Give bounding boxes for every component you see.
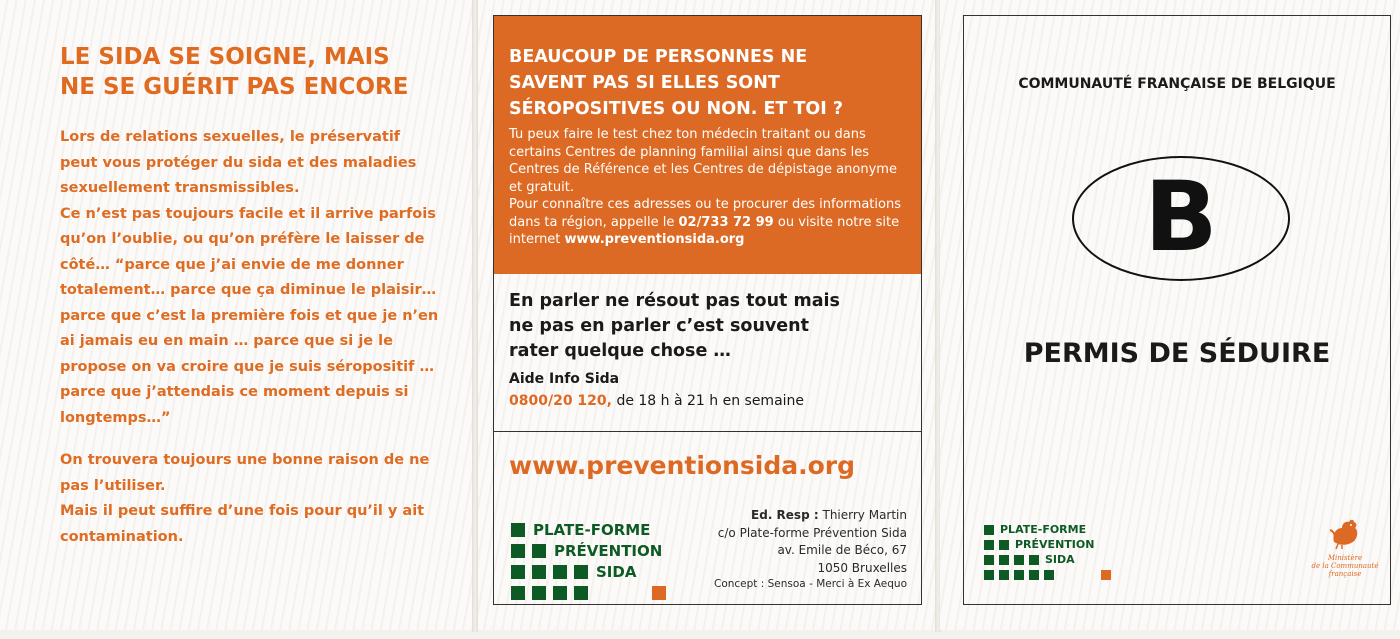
- rooster-icon: [1328, 516, 1362, 550]
- plateforme-logo-small: [984, 525, 1124, 585]
- permis-title: PERMIS DE SÉDUIRE: [1023, 338, 1331, 369]
- website-url: www.preventionsida.org: [509, 451, 856, 480]
- talk-line2: ne pas en parler c’est souvent: [509, 316, 810, 336]
- left-title: [60, 42, 460, 102]
- ministry-line3: française: [1328, 570, 1362, 578]
- orange-phone: 02/733 72 99: [678, 214, 774, 230]
- left-para4: Mais il peut suffire d’une fois pour qu’il y ait contamination.: [60, 503, 425, 545]
- logo-line1: PLATE-FORME: [533, 521, 651, 539]
- ministry-logo: [1309, 516, 1381, 578]
- aide-title: Aide Info Sida: [509, 371, 620, 387]
- left-para2: Ce n’est pas toujours facile et il arrive parfois qu’on l’oublie, ou qu’on préfère le laisser de côté… “parce que j’ai envie de me donner totalement… parce que ça diminue le plaisir… parce que c’est la première fois et que je n’en ai jamais eu en main … parce que si je le propose on va croire que je suis séropositif … parce que j’attendais ce moment depuis si longtemps…”: [60, 205, 439, 426]
- country-oval-sticker: [1072, 156, 1290, 281]
- logo-small-line2: PRÉVENTION: [1015, 538, 1095, 551]
- orange-title-line3: SÉROPOSITIVES OU NON. ET TOI ?: [509, 99, 844, 119]
- orange-body-text1: Tu peux faire le test chez ton médecin traitant ou dans certains Centres de planning familial ainsi que dans les Centres de Référence et les Centres de dépistage anonyme et gratuit.: [509, 127, 897, 195]
- ed-resp-line4: 1050 Bruxelles: [817, 560, 907, 575]
- ministry-line2: de la Communauté: [1311, 562, 1379, 570]
- left-title-line2: NE SE GUÉRIT PAS ENCORE: [60, 74, 409, 100]
- orange-body-text3: ou visite notre site internet: [509, 214, 900, 247]
- orange-site: www.preventionsida.org: [564, 232, 745, 247]
- talk-section: [494, 274, 921, 432]
- aide-hours: de 18 h à 21 h en semaine: [616, 393, 805, 409]
- community-title: COMMUNAUTÉ FRANÇAISE DE BELGIQUE: [1018, 76, 1336, 92]
- plateforme-logo: [511, 523, 691, 603]
- orange-body: [509, 126, 914, 249]
- concept-credit: Concept : Sensoa - Merci à Ex Aequo: [713, 578, 907, 590]
- left-panel: [0, 0, 472, 630]
- logo-line3: SIDA: [596, 563, 637, 581]
- left-para3: On trouvera toujours une bonne raison de ne pas l’utiliser.: [60, 452, 430, 494]
- ed-resp-line3: av. Emile de Béco, 67: [777, 543, 907, 557]
- right-frame: [963, 15, 1391, 605]
- aide-phone: 0800/20 120,: [509, 393, 612, 409]
- talk-line3: rater quelque chose …: [509, 341, 731, 361]
- orange-box: [494, 16, 921, 274]
- orange-title-line2: SAVENT PAS SI ELLES SONT: [509, 73, 780, 93]
- talk-text: [509, 289, 909, 364]
- footer-section: [494, 433, 921, 604]
- logo-small-line1: PLATE-FORME: [1000, 523, 1087, 536]
- logo-line2: PRÉVENTION: [554, 542, 663, 560]
- ministry-text: [1309, 554, 1381, 578]
- ed-resp-name: Thierry Martin: [822, 508, 907, 522]
- middle-frame: [493, 15, 922, 605]
- orange-title: [509, 44, 909, 122]
- orange-body-text2: Pour connaître ces adresses ou te procurer des informations dans ta région, appelle le: [509, 197, 901, 230]
- credits: [707, 507, 907, 577]
- ed-resp-label: Ed. Resp :: [751, 508, 819, 522]
- ed-resp-line2: c/o Plate-forme Prévention Sida: [717, 525, 907, 540]
- logo-small-line3: SIDA: [1045, 553, 1075, 566]
- oval-letter: B: [1144, 161, 1218, 273]
- left-body: [60, 125, 440, 550]
- aide-line: [509, 393, 804, 409]
- left-para1: Lors de relations sexuelles, le préservatif peut vous protéger du sida et des maladies sexuellement transmissibles.: [60, 129, 417, 196]
- orange-title-line1: BEAUCOUP DE PERSONNES NE: [509, 47, 808, 67]
- left-title-line1: LE SIDA SE SOIGNE, MAIS: [60, 44, 390, 70]
- talk-line1: En parler ne résout pas tout mais: [509, 291, 840, 311]
- ministry-line1: Ministère: [1327, 554, 1363, 562]
